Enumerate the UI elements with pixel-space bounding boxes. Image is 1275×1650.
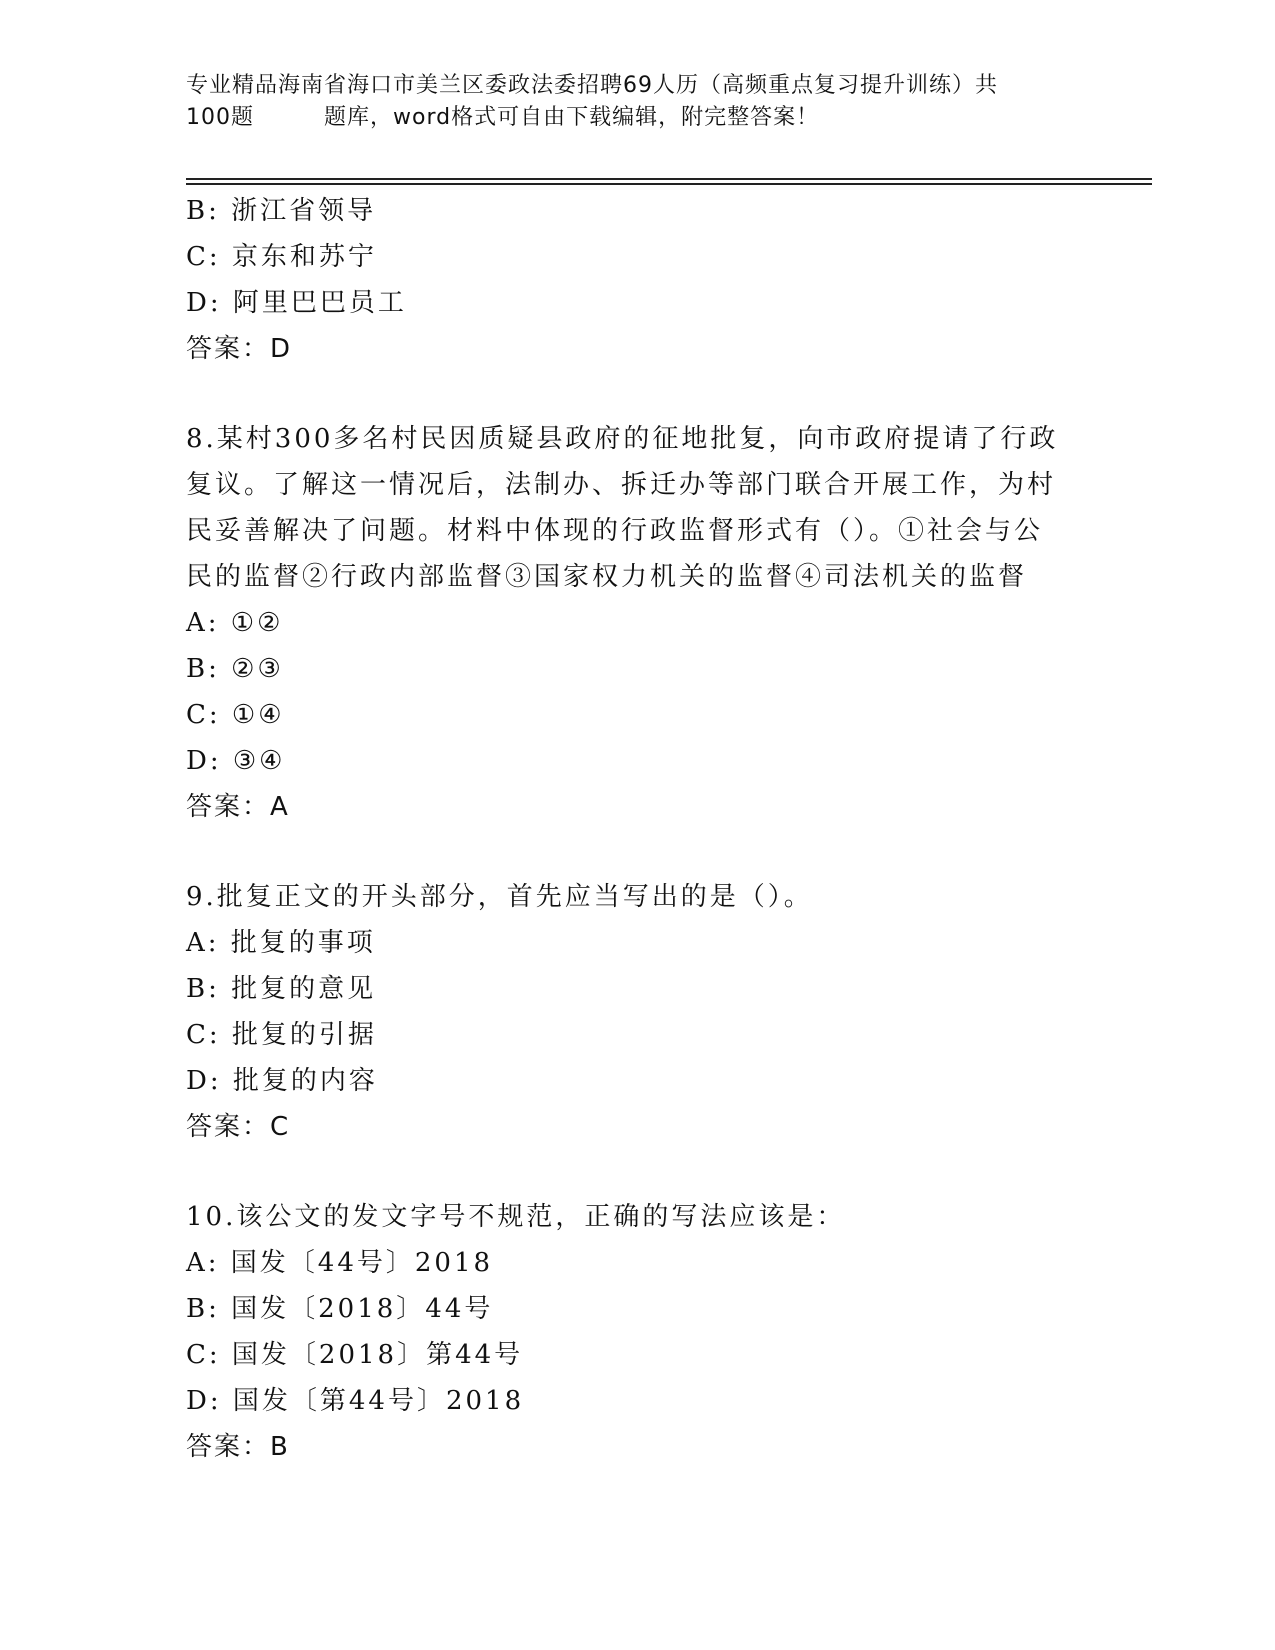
q7-option-c: C: 京东和苏宁 xyxy=(186,242,377,272)
q8-stem-line-2: 复议。了解这一情况后，法制办、拆迁办等部门联合开展工作，为村 xyxy=(186,470,1057,500)
q10-option-b: B: 国发〔2018〕44号 xyxy=(186,1294,494,1324)
document-header xyxy=(186,70,1086,134)
header-line-2-count: 100题 xyxy=(186,105,254,130)
q8-stem-line-4: 民的监督②行政内部监督③国家权力机关的监督④司法机关的监督 xyxy=(186,562,1028,592)
q9-stem-line-1: 9.批复正文的开头部分，首先应当写出的是（）。 xyxy=(186,882,813,912)
q10-stem-line-1: 10.该公文的发文字号不规范，正确的写法应该是： xyxy=(186,1202,846,1232)
q9-answer: 答案：C xyxy=(186,1112,291,1142)
spacer xyxy=(186,372,1086,416)
q10-option-a: A: 国发〔44号〕2018 xyxy=(186,1248,494,1278)
q8-option-b: B: ②③ xyxy=(186,654,284,684)
header-line-2-desc: 题库，word格式可自由下载编辑，附完整答案！ xyxy=(324,105,820,130)
q8-answer: 答案：A xyxy=(186,792,290,822)
question-8 xyxy=(186,416,1086,830)
spacer xyxy=(186,830,1086,874)
q9-option-b: B: 批复的意见 xyxy=(186,974,377,1004)
q8-option-d: D: ③④ xyxy=(186,746,286,776)
q7-answer: 答案：D xyxy=(186,334,293,364)
q8-option-c: C: ①④ xyxy=(186,700,285,730)
header-line-2 xyxy=(186,102,1086,134)
q10-option-d: D: 国发〔第44号〕2018 xyxy=(186,1386,525,1416)
q7-option-b: B: 浙江省领导 xyxy=(186,196,377,226)
header-rule-bottom xyxy=(186,183,1152,185)
q8-stem-line-1: 8.某村300多名村民因质疑县政府的征地批复，向市政府提请了行政 xyxy=(186,424,1059,454)
q8-stem-line-3: 民妥善解决了问题。材料中体现的行政监督形式有（）。①社会与公 xyxy=(186,516,1044,546)
q10-option-c: C: 国发〔2018〕第44号 xyxy=(186,1340,524,1370)
header-rule-top xyxy=(186,178,1152,180)
q9-option-c: C: 批复的引据 xyxy=(186,1020,377,1050)
question-9 xyxy=(186,874,1086,1150)
question-10 xyxy=(186,1194,1086,1470)
question-list xyxy=(186,188,1086,1470)
header-line-1: 专业精品海南省海口市美兰区委政法委招聘69人历（高频重点复习提升训练）共 xyxy=(186,73,998,98)
spacer xyxy=(186,1150,1086,1194)
question-7-tail xyxy=(186,188,1086,372)
q8-option-a: A: ①② xyxy=(186,608,284,638)
q7-option-d: D: 阿里巴巴员工 xyxy=(186,288,407,318)
q9-option-d: D: 批复的内容 xyxy=(186,1066,378,1096)
q10-answer: 答案：B xyxy=(186,1432,290,1462)
q9-option-a: A: 批复的事项 xyxy=(186,928,376,958)
